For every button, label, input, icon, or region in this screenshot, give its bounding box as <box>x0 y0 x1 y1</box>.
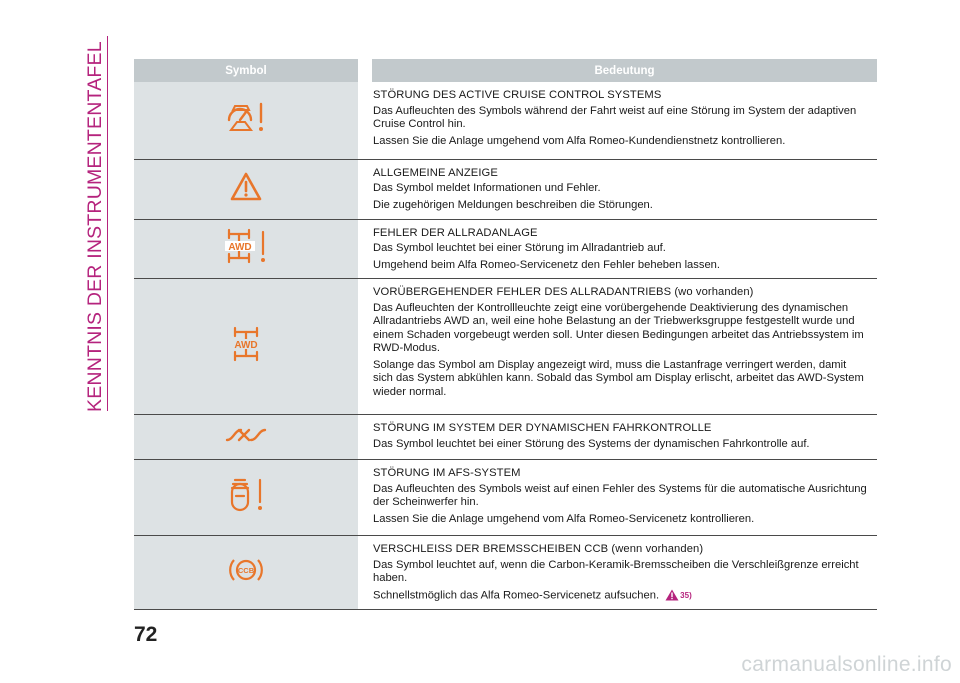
table-row <box>134 415 877 460</box>
svg-text:CCB: CCB <box>237 566 255 575</box>
row-paragraph: Das Symbol leuchtet auf, wenn die Carbon-Keramik-Bremsscheiben die Verschleißgrenze erreicht haben. <box>373 558 859 584</box>
meaning-cell <box>372 159 877 219</box>
row-title: STÖRUNG DES ACTIVE CRUISE CONTROL SYSTEMS <box>373 89 662 101</box>
meaning-cell <box>372 82 877 159</box>
row-title: FEHLER DER ALLRADANLAGE <box>373 226 538 239</box>
row-paragraph: Das Aufleuchten des Symbols während der Fahrt weist auf eine Störung im System der adaptiven Cruise Control hin. <box>373 104 857 130</box>
symbol-cell <box>134 82 358 159</box>
meaning-cell <box>372 279 877 415</box>
meaning-cell <box>372 415 877 460</box>
svg-text:AWD: AWD <box>228 242 252 254</box>
page-number: 72 <box>134 623 158 646</box>
svg-text:AWD: AWD <box>234 340 258 351</box>
table-row <box>134 460 877 536</box>
dynamic-vehicle-control-fault-icon <box>225 426 267 444</box>
row-paragraph-text: Schnellstmöglich das Alfa Romeo-Servicenetz aufsuchen. <box>373 589 660 602</box>
active-cruise-control-fault-icon <box>225 100 267 136</box>
side-divider-line <box>107 36 108 411</box>
row-paragraph: Das Symbol meldet Informationen und Fehler. <box>373 182 601 194</box>
general-warning-triangle-icon <box>229 171 263 203</box>
row-paragraph: Lassen Sie die Anlage umgehend vom Alfa Romeo-Kundendienstnetz kontrollieren. <box>373 134 786 147</box>
meaning-cell <box>372 460 877 536</box>
symbol-cell <box>134 159 358 219</box>
row-paragraph: Das Aufleuchten der Kontrollleuchte zeigt eine vorübergehende Deaktivierung des dynamischen Allradantriebs AWD an, weil eine hohe Belastung an der Triebwerksgruppe festgestellt wurde und einem Schaden vorgebeugt werden soll. Unter diesen Bedingungen arbeitet das Antriebssystem im RWD-Modus. <box>373 301 864 354</box>
symbol-cell <box>134 536 358 610</box>
table-row <box>134 279 877 415</box>
symbol-cell <box>134 460 358 536</box>
row-paragraph: Umgehend beim Alfa Romeo-Servicenetz den Fehler beheben lassen. <box>373 258 721 271</box>
column-header-meaning: Bedeutung <box>372 59 877 82</box>
row-paragraph: Solange das Symbol am Display angezeigt wird, muss die Lastanfrage verringert werden, damit sich das System abkühlen kann. Sobald das Symbol am Display erlischt, arbeitet das AWD-System wieder normal. <box>373 358 864 398</box>
side-chapter-title: KENNTNIS DER INSTRUMENTENTAFEL <box>84 41 106 412</box>
row-title: ALLGEMEINE ANZEIGE <box>373 166 498 179</box>
row-title: STÖRUNG IM SYSTEM DER DYNAMISCHEN FAHRKONTROLLE <box>373 422 712 434</box>
row-title: VERSCHLEISS DER BREMSSCHEIBEN CCB (wenn vorhanden) <box>373 543 704 555</box>
watermark: carmanualsonline.info <box>741 653 952 676</box>
warning-reference[interactable] <box>665 589 692 603</box>
column-header-symbol: Symbol <box>134 59 358 82</box>
meaning-cell <box>372 536 877 610</box>
row-title: STÖRUNG IM AFS-SYSTEM <box>373 467 521 479</box>
symbol-cell <box>134 279 358 415</box>
row-paragraph: Die zugehörigen Meldungen beschreiben die Störungen. <box>373 198 653 211</box>
table-row <box>134 82 877 159</box>
symbol-cell <box>134 415 358 460</box>
row-paragraph: Lassen Sie die Anlage umgehend vom Alfa Romeo-Servicenetz kontrollieren. <box>373 512 755 525</box>
row-paragraph: Das Aufleuchten des Symbols weist auf einen Fehler des Systems für die automatische Ausrichtung der Scheinwerfer hin. <box>373 482 867 508</box>
row-paragraph: Das Symbol leuchtet bei einer Störung im Allradantrieb auf. <box>373 242 666 254</box>
awd-fault-icon <box>223 226 269 266</box>
row-title: VORÜBERGEHENDER FEHLER DES ALLRADANTRIEBS (wo vorhanden) <box>373 286 754 298</box>
warning-triangle-icon <box>665 589 679 601</box>
table-row <box>134 159 877 219</box>
table-row <box>134 219 877 279</box>
table-row <box>134 536 877 610</box>
row-paragraph <box>373 589 869 603</box>
symbol-cell <box>134 219 358 279</box>
warning-reference-number: 35) <box>680 590 692 600</box>
row-paragraph: Das Symbol leuchtet bei einer Störung des Systems der dynamischen Fahrkontrolle auf. <box>373 437 810 450</box>
ccb-brake-wear-icon <box>228 553 264 587</box>
afs-headlamp-fault-icon <box>226 476 266 514</box>
awd-temporary-fault-icon <box>229 324 263 364</box>
meaning-cell <box>372 219 877 279</box>
warning-lights-table <box>134 59 877 610</box>
